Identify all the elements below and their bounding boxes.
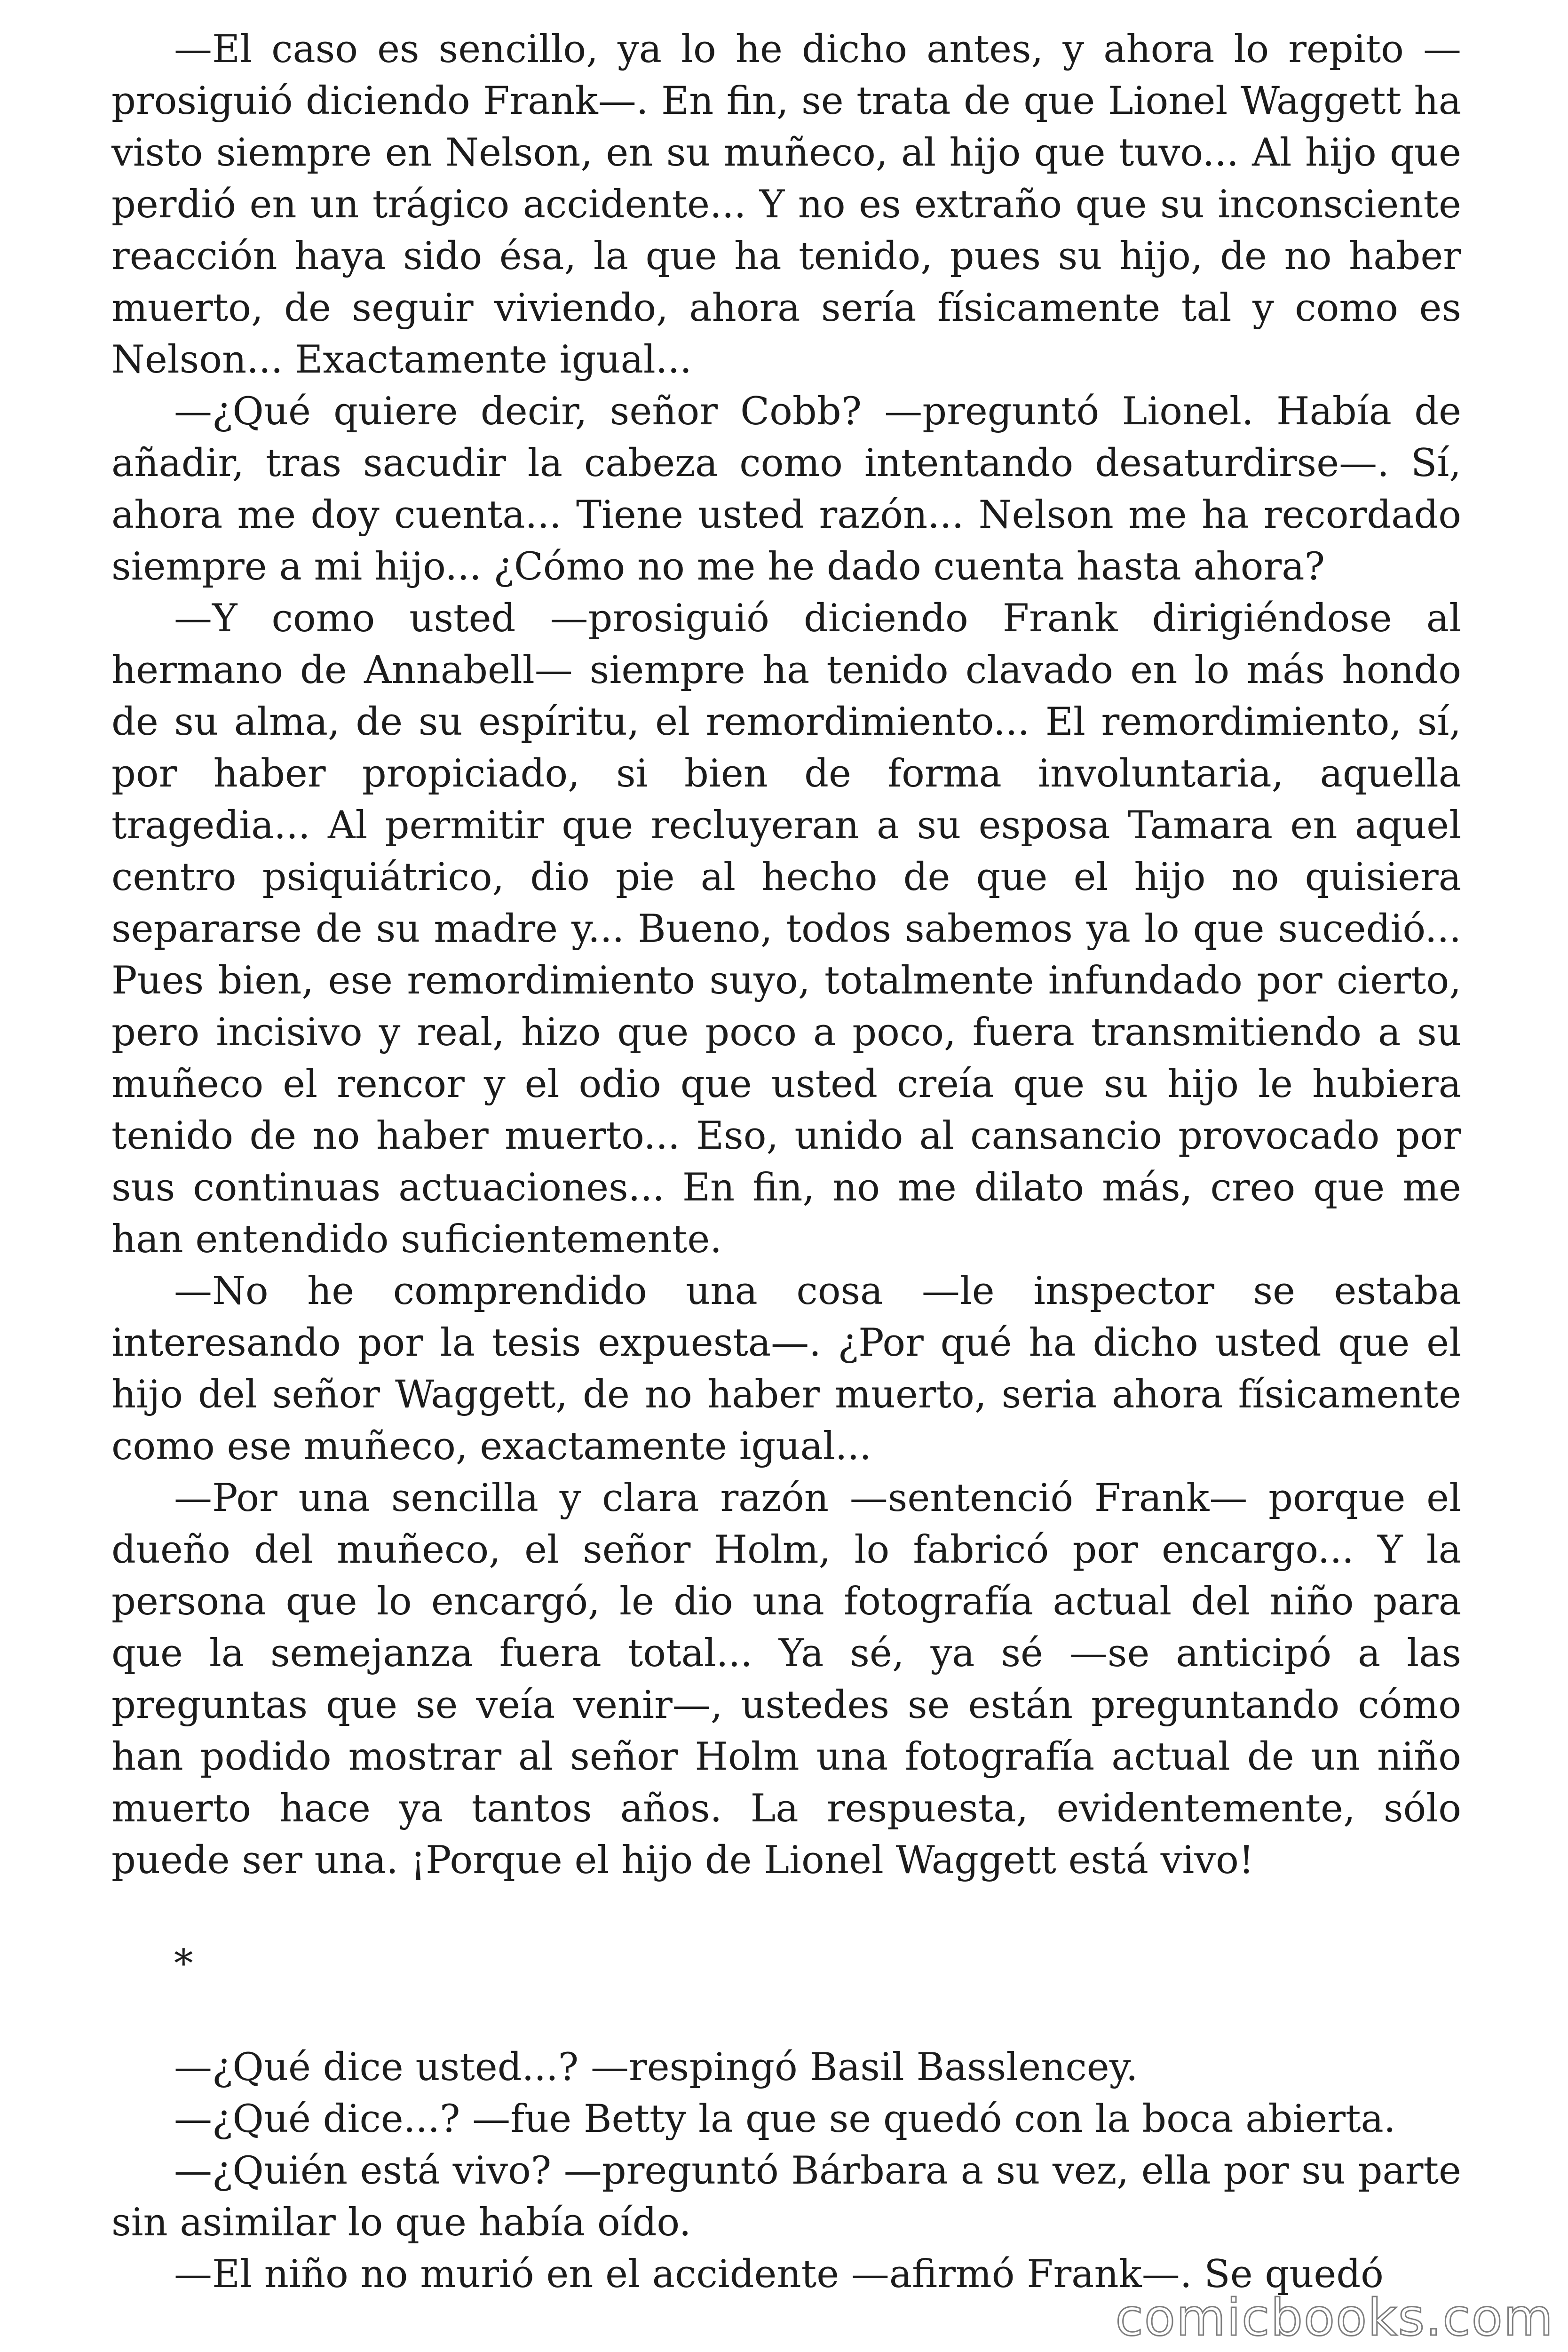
- paragraph: —¿Qué dice...? —fue Betty la que se quedó con la boca abierta.: [174, 2097, 1396, 2141]
- section-break-asterisk: *: [174, 1942, 193, 1986]
- page-body: [111, 24, 1461, 2300]
- paragraph: —¿Quién está vivo? —preguntó Bárbara a su vez, ella por su parte sin asimilar lo que había oído.: [111, 2149, 1461, 2245]
- paragraph: —El niño no murió en el accidente —afirmó Frank—. Se quedó: [174, 2252, 1384, 2296]
- watermark-logo: comicbooks.com: [1115, 2288, 1554, 2347]
- paragraph: —Y como usted —prosiguió diciendo Frank dirigiéndose al hermano de Annabell— siempre ha tenido clavado en lo más hondo de su alma, de su espíritu, el remordimiento... El remordimiento, sí, por haber propiciado, si bien de forma involuntaria, aquella tragedia... Al permitir que recluyeran a su esposa Tamara en aquel centro psiquiátrico, dio pie al hecho de que el hijo no quisiera separarse de su madre y... Bueno, todos sabemos ya lo que sucedió... Pues bien, ese remordimiento suyo, totalmente infundado por cierto, pero incisivo y real, hizo que poco a poco, fuera transmitiendo a su muñeco el rencor y el odio que usted creía que su hijo le hubiera tenido de no haber muerto... Eso, unido al cansancio provocado por sus continuas actuaciones... En fin, no me dilato más, creo que me han entendido suficientemente.: [111, 596, 1461, 1262]
- paragraph: —No he comprendido una cosa —le inspector se estaba interesando por la tesis expuesta—. ¿Por qué ha dicho usted que el hijo del señor Waggett, de no haber muerto, seria ahora físicamente como ese muñeco, exactamente igual...: [111, 1269, 1461, 1469]
- section-break: [111, 1886, 1461, 2042]
- paragraph: —Por una sencilla y clara razón —sentenció Frank— porque el dueño del muñeco, el señor Holm, lo fabricó por encargo... Y la persona que lo encargó, le dio una fotografía actual del niño para que la semejanza fuera total... Ya sé, ya sé —se anticipó a las preguntas que se veía venir—, ustedes se están preguntando cómo han podido mostrar al señor Holm una fotografía actual de un niño muerto hace ya tantos años. La respuesta, evidentemente, sólo puede ser una. ¡Porque el hijo de Lionel Waggett está vivo!: [111, 1476, 1461, 1883]
- paragraph: —¿Qué dice usted...? —respingó Basil Basslencey.: [174, 2045, 1138, 2090]
- paragraph: —El caso es sencillo, ya lo he dicho antes, y ahora lo repito —prosiguió diciendo Frank—. En fin, se trata de que Lionel Waggett ha visto siempre en Nelson, en su muñeco, al hijo que tuvo... Al hijo que perdió en un trágico accidente... Y no es extraño que su inconsciente reacción haya sido ésa, la que ha tenido, pues su hijo, de no haber muerto, de seguir viviendo, ahora sería físicamente tal y como es Nelson... Exactamente igual...: [111, 27, 1461, 382]
- paragraph: —¿Qué quiere decir, señor Cobb? —preguntó Lionel. Había de añadir, tras sacudir la cabeza como intentando desaturdirse—. Sí, ahora me doy cuenta... Tiene usted razón... Nelson me ha recordado siempre a mi hijo... ¿Cómo no me he dado cuenta hasta ahora?: [111, 389, 1461, 589]
